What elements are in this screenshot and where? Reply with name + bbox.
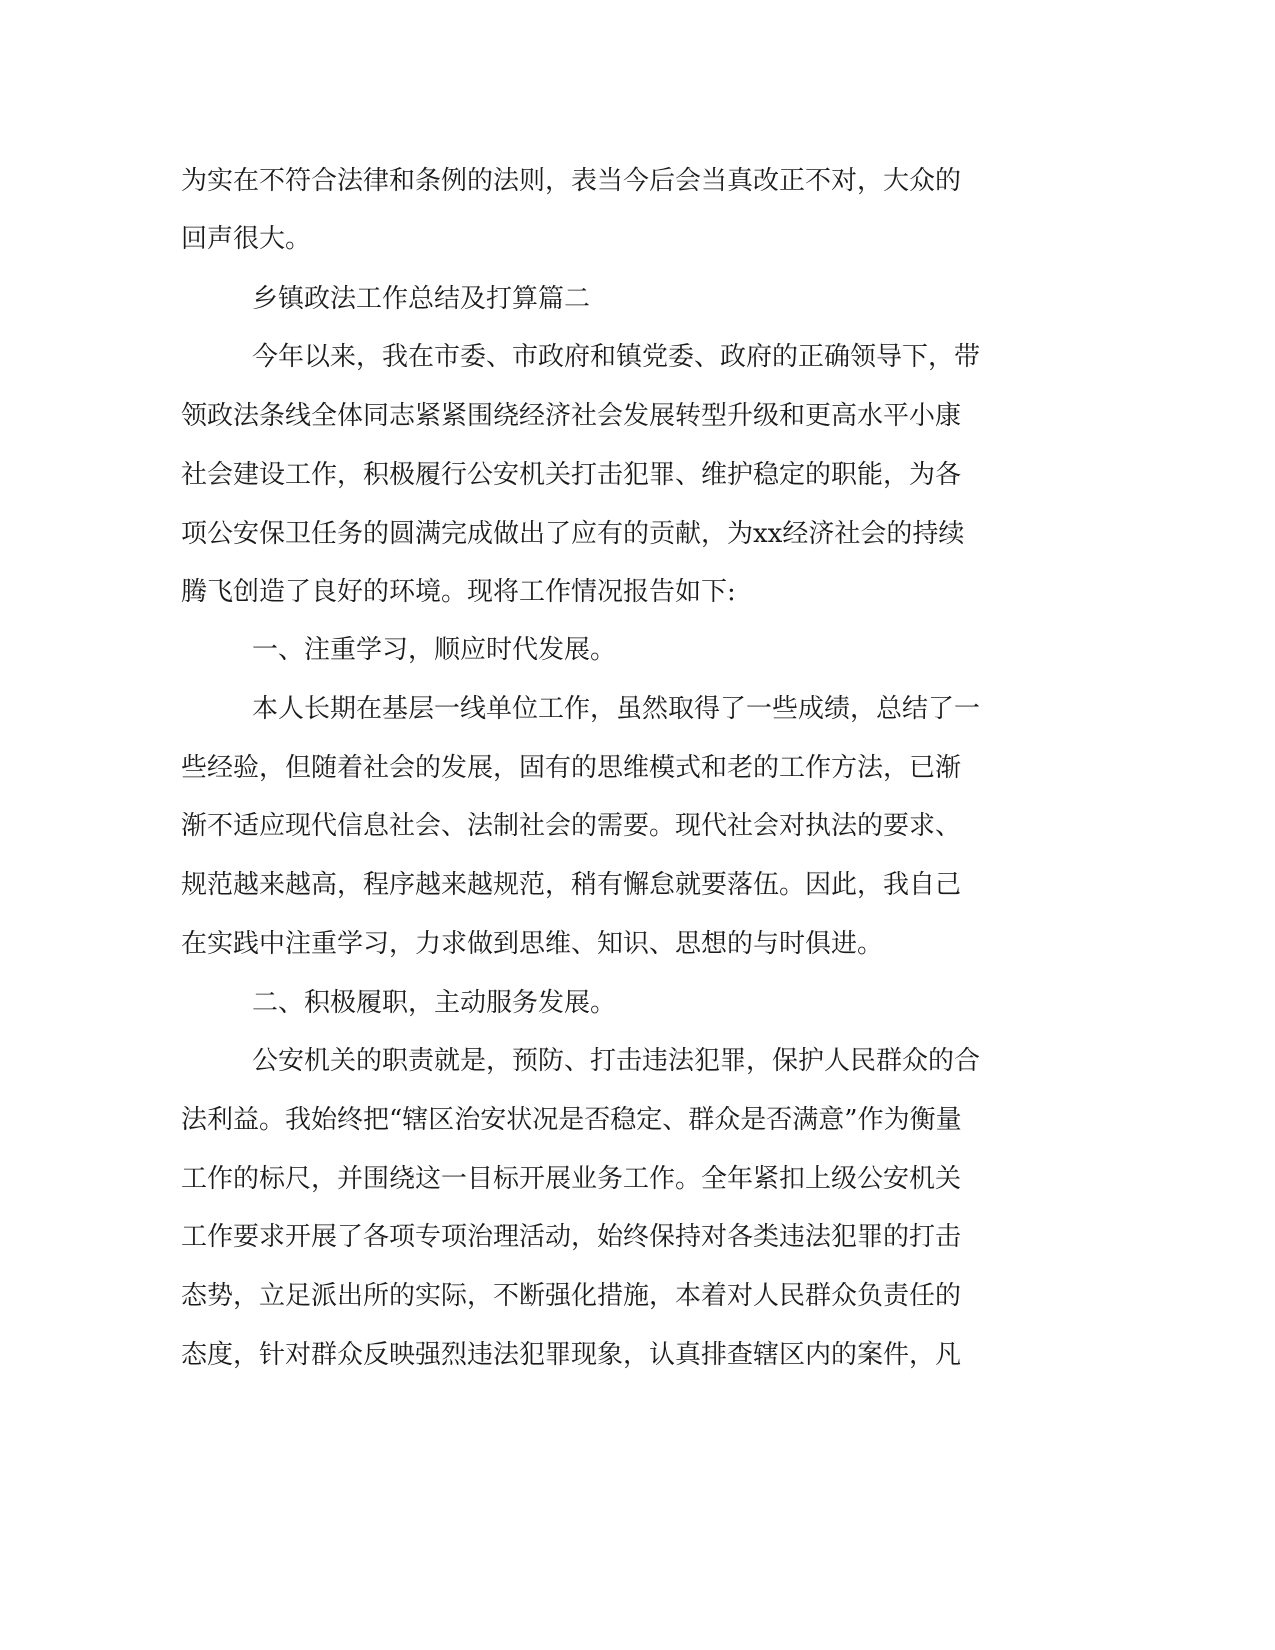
text-line: 工作要求开展了各项专项治理活动，始终保持对各类违法犯罪的打击 [181, 1222, 962, 1252]
section-heading: 一、注重学习，顺应时代发展。 [252, 635, 617, 665]
text-line: 规范越来越高，程序越来越规范，稍有懈怠就要落伍。因此，我自己 [181, 870, 962, 900]
section-heading: 二、积极履职，主动服务发展。 [252, 988, 617, 1018]
section-title: 乡镇政法工作总结及打算篇二 [252, 284, 591, 314]
text-line: 态势，立足派出所的实际，不断强化措施，本着对人民群众负责任的 [181, 1281, 962, 1311]
text-line: 公安机关的职责就是，预防、打击违法犯罪，保护人民群众的合 [252, 1046, 981, 1076]
text-line: 今年以来，我在市委、市政府和镇党委、政府的正确领导下，带 [252, 342, 981, 372]
text-line: 项公安保卫任务的圆满完成做出了应有的贡献，为xx经济社会的持续 [181, 519, 965, 549]
text-line: 态度，针对群众反映强烈违法犯罪现象，认真排查辖区内的案件，凡 [181, 1340, 962, 1370]
text-line: 回声很大。 [181, 224, 312, 254]
text-line: 在实践中注重学习，力求做到思维、知识、思想的与时俱进。 [181, 929, 884, 959]
text-line: 渐不适应现代信息社会、法制社会的需要。现代社会对执法的要求、 [181, 811, 962, 841]
text-line: 法利益。我始终把“辖区治安状况是否稳定、群众是否满意”作为衡量 [181, 1105, 962, 1135]
text-line: 些经验，但随着社会的发展，固有的思维模式和老的工作方法，已渐 [181, 753, 962, 783]
text-line: 工作的标尺，并围绕这一目标开展业务工作。全年紧扣上级公安机关 [181, 1164, 962, 1194]
text-line: 社会建设工作，积极履行公安机关打击犯罪、维护稳定的职能，为各 [181, 460, 962, 490]
text-line: 本人长期在基层一线单位工作，虽然取得了一些成绩，总结了一 [252, 694, 981, 724]
text-line: 为实在不符合法律和条例的法则，表当今后会当真改正不对，大众的 [181, 166, 962, 196]
text-line: 领政法条线全体同志紧紧围绕经济社会发展转型升级和更高水平小康 [181, 401, 962, 431]
text-line: 腾飞创造了良好的环境。现将工作情况报告如下: [181, 577, 736, 607]
